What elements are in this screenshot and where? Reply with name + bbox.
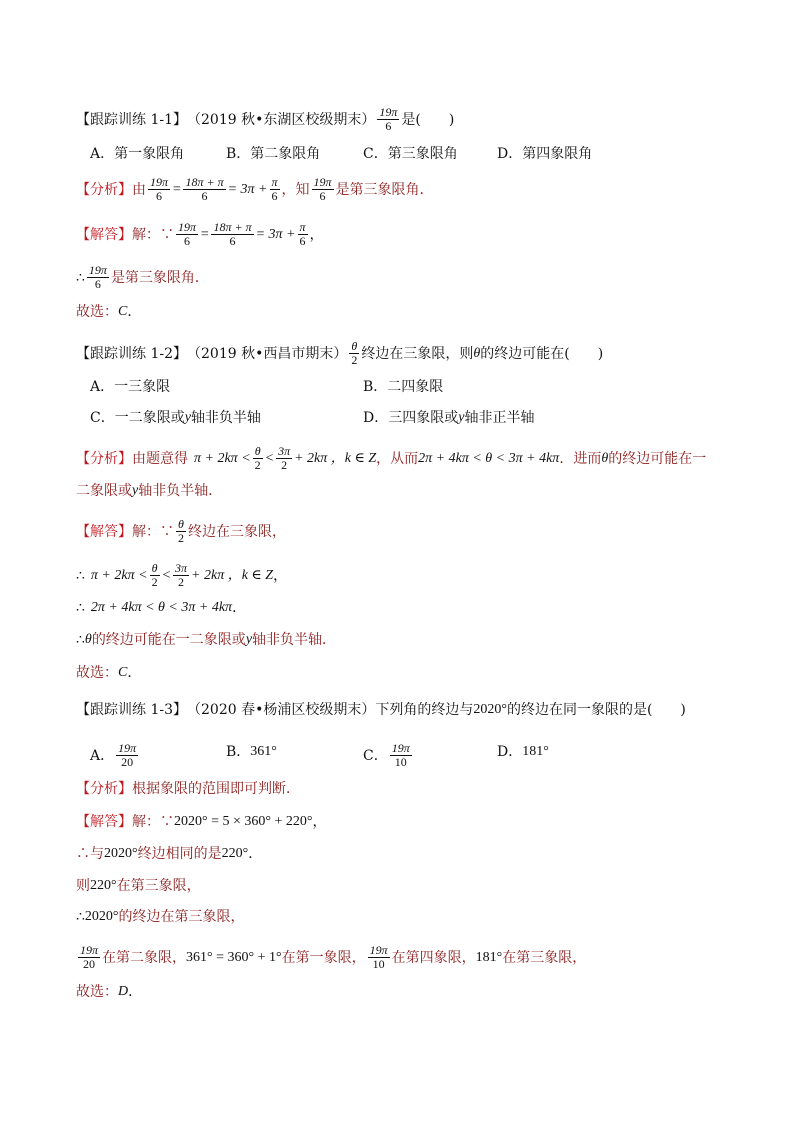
- q2-stem: [76, 340, 603, 367]
- math: + 2kπ ，: [294, 450, 345, 466]
- q1-source: （2019 秋•东湖区校级期末）: [187, 111, 376, 128]
- math: 2π + 4kπ < θ < 3π + 4kπ: [90, 600, 233, 615]
- punct: ，: [273, 567, 288, 584]
- math: =: [172, 181, 182, 197]
- math: <: [264, 450, 275, 466]
- fraction: $\frac{3\pi}{2}$: [175, 561, 188, 589]
- therefore-symbol: ∴: [76, 269, 85, 286]
- fraction: $\frac{19\pi}{6}$: [313, 175, 332, 203]
- math: 220°: [90, 878, 117, 893]
- q3-stem: [76, 700, 686, 720]
- punct: ，: [309, 226, 324, 243]
- q3-source: （2020 春•杨浦区校级期末）: [187, 702, 376, 718]
- analysis-text: 轴非负半轴．: [138, 483, 223, 499]
- therefore-symbol: ∴: [76, 600, 85, 616]
- fraction: $\frac{19\pi}{6}$: [178, 220, 197, 248]
- analysis-text: 根据象限的范围即可判断．: [132, 781, 300, 797]
- math: π + 2kπ <: [90, 567, 148, 583]
- q1-option-c: C．第三象限角: [363, 146, 458, 162]
- q2-answer: [76, 518, 286, 545]
- analysis-text: ．进而: [559, 450, 602, 467]
- fraction: $\frac{18\pi + \pi}{6}$: [213, 220, 252, 248]
- math: 361° = 360° + 1°: [186, 949, 282, 965]
- answer-text: 解：∵: [132, 523, 174, 540]
- q1-answer: [76, 221, 324, 248]
- answer-text: 在第三象限，: [116, 878, 201, 894]
- q1-stem: [76, 106, 454, 133]
- math: 2π + 4kπ < θ < 3π + 4kπ: [418, 450, 560, 466]
- math: 2020°: [84, 909, 119, 924]
- analysis-text: 由题意得: [132, 450, 188, 467]
- q3-step3: [76, 876, 201, 896]
- analysis-tag: 【分析】: [76, 450, 132, 467]
- q2-option-c: C．一二象限或 y 轴非负半轴: [90, 410, 261, 426]
- answer-text: 解：∵: [132, 814, 174, 830]
- analysis-tag: 【分析】: [76, 781, 132, 797]
- analysis-text: ，知: [281, 181, 310, 198]
- q2-option-d: D．三四象限或 y 轴非正半轴: [363, 410, 535, 426]
- stem-text: 下列角的终边与: [375, 702, 474, 718]
- punct: ．: [127, 665, 142, 681]
- math: 2020°: [473, 702, 507, 717]
- choose-label: 故选：: [76, 665, 118, 681]
- fraction: $\frac{\theta}{2}$: [178, 517, 184, 545]
- stem-text: 的终边在同一象限的是( ): [506, 702, 686, 718]
- punct: ．: [248, 846, 263, 862]
- q3-step4: [76, 907, 245, 927]
- q1-option-a: A．第一象限角: [90, 146, 185, 162]
- q3-choice: [76, 982, 142, 1002]
- math: <: [161, 567, 172, 583]
- math: 2020° = 5 × 360° + 220°: [174, 814, 313, 829]
- choice-letter: C: [118, 665, 128, 680]
- answer-tag: 【解答】: [76, 814, 132, 830]
- math: k ∈ Z: [241, 567, 274, 583]
- math: 2020°: [104, 846, 138, 861]
- math: y: [132, 483, 139, 498]
- answer-text: 终边在三象限，: [188, 523, 286, 540]
- answer-text: 是第三象限角．: [110, 269, 209, 286]
- fraction: $\frac{19\pi}{20}$: [80, 943, 99, 971]
- q3-step2: [76, 844, 262, 864]
- analysis-text: 二象限或: [76, 483, 132, 499]
- punct: ．: [127, 304, 142, 320]
- fraction: $\frac{19\pi}{6}$: [150, 175, 169, 203]
- fraction: $\frac{18\pi + \pi}{6}$: [185, 175, 224, 203]
- q3-answer: [76, 812, 326, 832]
- fraction: $\frac{\theta}{2}$: [151, 561, 158, 589]
- q1-choice: [76, 302, 141, 322]
- q2-choice: [76, 663, 141, 683]
- math: 220°: [221, 846, 249, 861]
- q1-option-b: B．第二象限角: [226, 146, 321, 162]
- q2-option-b: B．二四象限: [363, 379, 444, 395]
- answer-text: 轴非负半轴．: [252, 632, 337, 648]
- q1-tail: 是( ): [401, 111, 455, 128]
- choice-letter: C: [118, 304, 128, 319]
- choice-letter: D: [118, 984, 129, 999]
- q2-step4: [76, 630, 336, 650]
- therefore-symbol: ∴: [76, 909, 85, 925]
- answer-text: 在第四象限，: [391, 949, 476, 966]
- punct: ．: [128, 984, 143, 1000]
- fraction: $\frac{19\pi}{6}$: [88, 263, 107, 291]
- q2-step2: [76, 562, 287, 589]
- q3-tag: 【跟踪训练 1-3】: [76, 702, 187, 718]
- answer-tag: 【解答】: [76, 523, 132, 540]
- q3-option-a: A． $\frac{19\pi}{20}$: [90, 741, 137, 769]
- choose-label: 故选：: [76, 984, 118, 1000]
- q2-step3: [76, 598, 246, 618]
- fraction: $\frac{\theta}{2}$: [254, 444, 261, 472]
- therefore-symbol: ∴: [76, 567, 85, 584]
- analysis-text: 的终边可能在一: [608, 450, 707, 467]
- q3-analysis: [76, 779, 300, 799]
- analysis-text: ，从而: [376, 450, 419, 467]
- analysis-tag: 【分析】: [76, 181, 132, 198]
- math: =: [200, 226, 210, 242]
- fraction: $\frac{\pi}{6}$: [299, 220, 306, 248]
- math: k ∈ Z: [344, 450, 377, 466]
- answer-text: 则: [76, 878, 90, 894]
- math: π + 2kπ <: [194, 450, 251, 466]
- q1-fraction: $\frac{19\pi}{6}$: [379, 105, 398, 133]
- answer-text: ∴与: [76, 846, 104, 862]
- q3-option-c: C． $\frac{19\pi}{10}$: [363, 741, 410, 769]
- math: y: [245, 632, 253, 647]
- answer-text: 的终边在第三象限，: [118, 909, 245, 925]
- q1-tag: 【跟踪训练 1-1】: [76, 111, 187, 128]
- answer-tag: 【解答】: [76, 226, 132, 243]
- choose-label: 故选：: [76, 304, 118, 320]
- math: = 3π +: [255, 226, 296, 242]
- q2-source: （2019 秋•西昌市期末）: [187, 345, 348, 362]
- q2-analysis-line2: [76, 481, 222, 501]
- therefore-symbol: ∴: [76, 632, 85, 648]
- q1-analysis: [76, 176, 434, 203]
- q1-option-d: D．第四象限角: [497, 146, 593, 162]
- math: 181°: [475, 949, 503, 965]
- fraction: $\frac{\pi}{6}$: [271, 175, 278, 203]
- q2-tag: 【跟踪训练 1-2】: [76, 345, 187, 362]
- stem-text: 的终边可能在( ): [480, 345, 604, 362]
- fraction: $\frac{3\pi}{2}$: [278, 444, 291, 472]
- answer-text: 在第二象限，: [102, 949, 187, 966]
- q1-conclusion: [76, 264, 209, 291]
- punct: ．: [232, 600, 247, 616]
- answer-text: 解：∵: [132, 226, 174, 243]
- q3-option-b: B． 361°: [226, 744, 277, 760]
- math: = 3π +: [227, 181, 268, 197]
- answer-text: 在第一象限，: [281, 949, 366, 966]
- q2-analysis: [76, 445, 706, 472]
- math: θ: [84, 632, 92, 647]
- fraction: $\frac{19\pi}{10}$: [369, 943, 388, 971]
- q3-option-d: D． 181°: [497, 744, 549, 760]
- answer-text: 在第三象限，: [502, 949, 587, 966]
- answer-text: 终边相同的是: [137, 846, 222, 862]
- answer-text: 的终边可能在一二象限或: [91, 632, 246, 648]
- analysis-text: 是第三象限角．: [335, 181, 434, 198]
- math: θ: [473, 345, 481, 361]
- q3-step5: [76, 944, 586, 971]
- punct: ，: [312, 814, 327, 830]
- math: + 2kπ ，: [191, 567, 242, 583]
- fraction: $\frac{\theta}{2}$: [351, 339, 358, 367]
- analysis-text: 由: [132, 181, 146, 198]
- stem-text: 终边在三象限，则: [361, 345, 474, 362]
- math: θ: [601, 450, 609, 466]
- q2-option-a: A．一三象限: [90, 379, 171, 395]
